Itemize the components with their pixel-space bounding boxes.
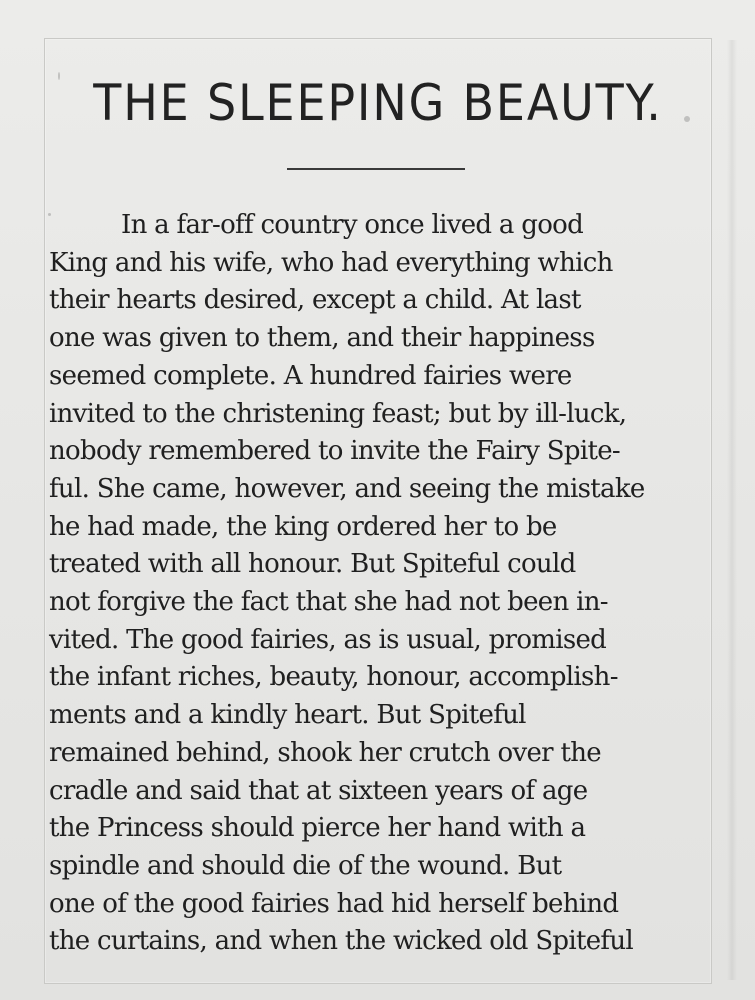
text-line: he had made, the king ordered her to be <box>49 511 557 542</box>
text-line: the Princess should pierce her hand with a <box>49 813 586 844</box>
text-line: the infant riches, beauty, honour, accomplish- <box>49 662 618 693</box>
text-line: one of the good fairies had hid herself behind <box>49 888 619 919</box>
ink-speck <box>58 72 60 80</box>
text-line: invited to the christening feast; but by ill-luck, <box>49 398 627 429</box>
text-line: vited. The good fairies, as is usual, promised <box>49 624 607 655</box>
text-line: nobody remembered to invite the Fairy Spite- <box>49 436 620 467</box>
text-line: spindle and should die of the wound. But <box>49 850 562 881</box>
page-shadow <box>727 40 737 980</box>
text-line: not forgive the fact that she had not been in- <box>49 587 608 618</box>
text-line: In a far-off country once lived a good <box>121 210 584 240</box>
text-line: their hearts desired, except a child. At last <box>49 285 581 316</box>
text-line: King and his wife, who had everything which <box>49 247 613 278</box>
text-line: seemed complete. A hundred fairies were <box>49 360 572 391</box>
page-title: THE SLEEPING BEAUTY. <box>93 74 663 132</box>
title-divider <box>287 168 465 170</box>
text-line: ments and a kindly heart. But Spiteful <box>49 700 526 731</box>
text-line: treated with all honour. But Spiteful could <box>49 549 576 580</box>
story-text <box>49 207 702 961</box>
ink-speck <box>48 213 51 216</box>
text-line: remained behind, shook her crutch over the <box>49 737 601 768</box>
ink-speck <box>684 116 690 122</box>
text-line: ful. She came, however, and seeing the mistake <box>49 473 645 504</box>
text-line: the curtains, and when the wicked old Spiteful <box>49 926 634 957</box>
text-line: cradle and said that at sixteen years of age <box>49 775 588 806</box>
text-line: one was given to them, and their happiness <box>49 323 595 354</box>
